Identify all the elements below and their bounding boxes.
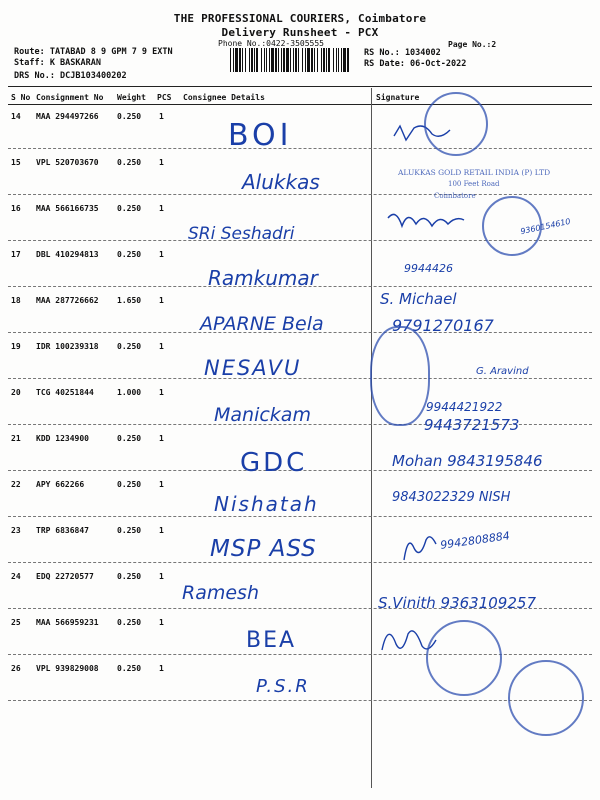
barcode-bar bbox=[266, 48, 267, 72]
row-pcs: 1 bbox=[159, 112, 164, 121]
row-sno: 17 bbox=[11, 250, 21, 259]
barcode-bar bbox=[314, 48, 315, 72]
consignee-hw-22: Nishatah bbox=[214, 492, 319, 516]
row-sno: 20 bbox=[11, 388, 21, 397]
row-consignment: DBL 410294813 bbox=[36, 250, 99, 259]
row-weight: 0.250 bbox=[117, 480, 142, 489]
consignee-hw-26: P.S.R bbox=[256, 676, 310, 697]
row-weight: 0.250 bbox=[117, 158, 142, 167]
consignee-hw-25: BEA bbox=[246, 628, 297, 653]
row-sno: 14 bbox=[11, 112, 21, 121]
row-separator bbox=[8, 194, 592, 195]
barcode-bar bbox=[230, 48, 231, 72]
barcode-bar bbox=[290, 48, 291, 72]
col-consignment: Consignment No bbox=[36, 93, 104, 102]
row-pcs: 1 bbox=[159, 250, 164, 259]
row-pcs: 1 bbox=[159, 480, 164, 489]
row-pcs: 1 bbox=[159, 618, 164, 627]
signature-21: Mohan 9843195846 bbox=[392, 452, 543, 470]
barcode-bar bbox=[326, 48, 327, 72]
row-consignment: VPL 520703670 bbox=[36, 158, 99, 167]
row-weight: 0.250 bbox=[117, 250, 142, 259]
row-pcs: 1 bbox=[159, 526, 164, 535]
drs-number: DRS No.: DCJB103400202 bbox=[14, 71, 127, 81]
barcode-bar bbox=[328, 48, 330, 72]
barcode-bar bbox=[295, 48, 297, 72]
row-sno: 22 bbox=[11, 480, 21, 489]
barcode-bar bbox=[323, 48, 325, 72]
row-consignment: MAA 566166735 bbox=[36, 204, 99, 213]
signature-phone-18: 9791270167 bbox=[392, 316, 494, 335]
col-consignee: Consignee Details bbox=[183, 93, 265, 102]
barcode-bar bbox=[254, 48, 255, 72]
row-separator bbox=[8, 654, 592, 655]
row-sno: 21 bbox=[11, 434, 21, 443]
signature-17: 9944426 bbox=[404, 262, 453, 275]
barcode-bar bbox=[293, 48, 294, 72]
stamp-text-15b: 100 Feet Road bbox=[448, 180, 500, 188]
row-weight: 0.250 bbox=[117, 572, 142, 581]
row-pcs: 1 bbox=[159, 296, 164, 305]
row-weight: 0.250 bbox=[117, 526, 142, 535]
row-pcs: 1 bbox=[159, 158, 164, 167]
row-consignment: APY 662266 bbox=[36, 480, 85, 489]
row-consignment: IDR 100239318 bbox=[36, 342, 99, 351]
row-separator bbox=[8, 562, 592, 563]
barcode-bar bbox=[239, 48, 241, 72]
consignee-hw-15: Alukkas bbox=[242, 170, 320, 194]
stamp-text-15: ALUKKAS GOLD RETAIL INDIA (P) LTD bbox=[398, 168, 551, 177]
consignee-hw-14: BOI bbox=[228, 118, 293, 153]
row-consignment: VPL 939829008 bbox=[36, 664, 99, 673]
signature-22: 9843022329 NISH bbox=[392, 490, 511, 505]
barcode-bar bbox=[251, 48, 253, 72]
barcode-bar bbox=[298, 48, 299, 72]
row-weight: 0.250 bbox=[117, 342, 142, 351]
barcode-bar bbox=[307, 48, 310, 72]
row-pcs: 1 bbox=[159, 664, 164, 673]
row-sno: 15 bbox=[11, 158, 21, 167]
barcode-bar bbox=[283, 48, 285, 72]
row-weight: 0.250 bbox=[117, 618, 142, 627]
route-label: Route: TATABAD 8 9 GPM 7 9 EXTN bbox=[14, 47, 173, 57]
document-title: Delivery Runsheet - PCX bbox=[221, 26, 379, 39]
signature-23: 9942808884 bbox=[439, 529, 511, 552]
signature-scribble-16 bbox=[386, 206, 466, 236]
barcode-bar bbox=[278, 48, 279, 72]
signature-phone1-20: 9944421922 bbox=[426, 400, 503, 414]
barcode-bar bbox=[281, 48, 282, 72]
consignee-hw-21: GDC bbox=[240, 448, 308, 478]
row-sno: 25 bbox=[11, 618, 21, 627]
col-weight: Weight bbox=[117, 93, 146, 102]
barcode-bar bbox=[343, 48, 346, 72]
barcode bbox=[230, 48, 352, 72]
signature-divider bbox=[371, 88, 372, 788]
barcode-bar bbox=[245, 48, 246, 72]
signature-18: S. Michael bbox=[380, 290, 457, 308]
row-sno: 16 bbox=[11, 204, 21, 213]
row-pcs: 1 bbox=[159, 388, 164, 397]
barcode-bar bbox=[333, 48, 334, 72]
row-sno: 18 bbox=[11, 296, 21, 305]
barcode-bar bbox=[249, 48, 250, 72]
row-consignment: EDQ 22720577 bbox=[36, 572, 94, 581]
barcode-bar bbox=[341, 48, 342, 72]
row-sno: 26 bbox=[11, 664, 21, 673]
barcode-bar bbox=[321, 48, 322, 72]
barcode-bar bbox=[338, 48, 339, 72]
consignee-hw-20: Manickam bbox=[214, 404, 311, 426]
signature-scribble-23 bbox=[400, 530, 440, 570]
consignee-hw-23: MSP ASS bbox=[210, 536, 317, 562]
barcode-bar bbox=[275, 48, 277, 72]
row-weight: 1.650 bbox=[117, 296, 142, 305]
rs-date: RS Date: 06-Oct-2022 bbox=[364, 59, 467, 69]
row-pcs: 1 bbox=[159, 342, 164, 351]
barcode-bar bbox=[311, 48, 313, 72]
barcode-bar bbox=[305, 48, 306, 72]
col-sno: S No bbox=[11, 93, 31, 102]
header-top-rule bbox=[8, 86, 592, 87]
header-bottom-rule bbox=[8, 104, 592, 105]
row-sno: 19 bbox=[11, 342, 21, 351]
consignee-hw-24: Ramesh bbox=[182, 582, 259, 604]
round-stamp-26 bbox=[508, 660, 584, 736]
round-stamp-25 bbox=[426, 620, 502, 696]
barcode-bar bbox=[235, 48, 238, 72]
row-separator bbox=[8, 148, 592, 149]
barcode-bar bbox=[271, 48, 274, 72]
row-sno: 24 bbox=[11, 572, 21, 581]
consignee-hw-18: APARNE Bela bbox=[200, 313, 324, 335]
row-pcs: 1 bbox=[159, 434, 164, 443]
row-weight: 0.250 bbox=[117, 664, 142, 673]
row-consignment: TCG 40251844 bbox=[36, 388, 94, 397]
row-consignment: KDD 1234900 bbox=[36, 434, 89, 443]
barcode-bar bbox=[336, 48, 337, 72]
rs-number: RS No.: 1034002 bbox=[364, 48, 441, 58]
phone-number: Phone No.:0422-3505555 bbox=[218, 39, 324, 48]
barcode-bar bbox=[302, 48, 303, 72]
row-pcs: 1 bbox=[159, 572, 164, 581]
barcode-bar bbox=[347, 48, 349, 72]
consignee-hw-17: Ramkumar bbox=[208, 266, 318, 290]
row-weight: 0.250 bbox=[117, 434, 142, 443]
signature-name-20: G. Aravind bbox=[476, 366, 529, 377]
barcode-bar bbox=[269, 48, 270, 72]
signature-phone-16: 9360154610 bbox=[519, 216, 572, 237]
barcode-bar bbox=[261, 48, 262, 72]
stamp-text-15c: Coimbatore bbox=[434, 192, 476, 200]
row-weight: 1.000 bbox=[117, 388, 142, 397]
page-number: Page No.:2 bbox=[448, 40, 497, 49]
staff-label: Staff: K BASKARAN bbox=[14, 58, 101, 68]
barcode-bar bbox=[264, 48, 265, 72]
row-consignment: MAA 294497266 bbox=[36, 112, 99, 121]
barcode-bar bbox=[242, 48, 243, 72]
round-stamp-19 bbox=[370, 326, 430, 426]
round-stamp-14 bbox=[424, 92, 488, 156]
row-separator bbox=[8, 516, 592, 517]
row-consignment: MAA 566959231 bbox=[36, 618, 99, 627]
row-weight: 0.250 bbox=[117, 204, 142, 213]
signature-phone2-20: 9443721573 bbox=[424, 416, 520, 434]
barcode-bar bbox=[233, 48, 234, 72]
col-signature: Signature bbox=[376, 93, 420, 102]
row-consignment: TRP 6836847 bbox=[36, 526, 89, 535]
row-pcs: 1 bbox=[159, 204, 164, 213]
row-consignment: MAA 287726662 bbox=[36, 296, 99, 305]
col-pcs: PCS bbox=[157, 93, 172, 102]
barcode-bar bbox=[256, 48, 258, 72]
row-sno: 23 bbox=[11, 526, 21, 535]
signature-24: S.Vinith 9363109257 bbox=[378, 594, 536, 612]
company-title: THE PROFESSIONAL COURIERS, Coimbatore bbox=[173, 12, 427, 25]
consignee-hw-16: SRi Seshadri bbox=[188, 224, 295, 244]
barcode-bar bbox=[286, 48, 289, 72]
row-separator bbox=[8, 700, 592, 701]
consignee-hw-19: NESAVU bbox=[204, 356, 302, 380]
barcode-bar bbox=[317, 48, 318, 72]
row-weight: 0.250 bbox=[117, 112, 142, 121]
